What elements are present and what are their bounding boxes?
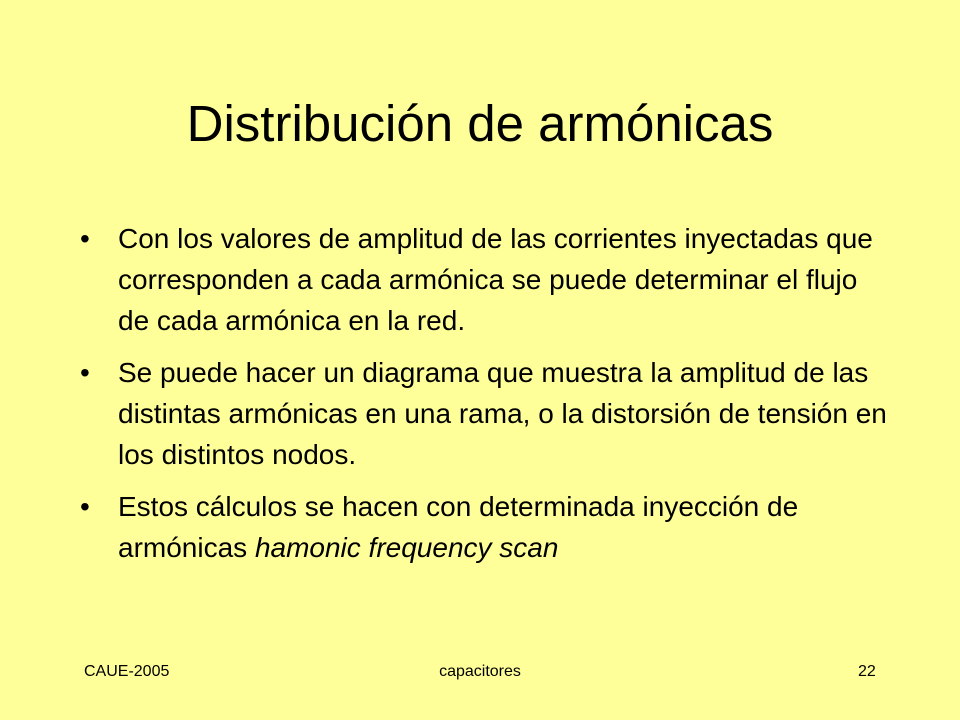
bullet-item-3 [72, 486, 892, 568]
bullet-text: Estos cálculos se hacen con determinada inyección de armónicas [118, 491, 799, 563]
bullet-marker: • [80, 357, 90, 388]
bullet-item-1 [72, 218, 892, 341]
bullet-text: Con los valores de amplitud de las corrientes inyectadas que corresponden a cada armónica se puede determinar el flujo de cada armónica en la red. [118, 223, 873, 336]
bullet-emphasis: hamonic frequency scan [254, 532, 559, 563]
footer-center-label: capacitores [439, 663, 521, 680]
bullet-text: Se puede hacer un diagrama que muestra la amplitud de las distintas armónicas en una rama, o la distorsión de tensión en los distintos nodos. [118, 357, 887, 470]
bullet-list [72, 218, 892, 579]
bullet-marker: • [80, 223, 90, 254]
bullet-marker: • [80, 491, 90, 522]
slide-title: Distribución de armónicas [186, 95, 774, 152]
slide-number: 22 [858, 663, 876, 680]
footer-left-label: CAUE-2005 [84, 663, 170, 680]
bullet-item-2 [72, 352, 892, 475]
